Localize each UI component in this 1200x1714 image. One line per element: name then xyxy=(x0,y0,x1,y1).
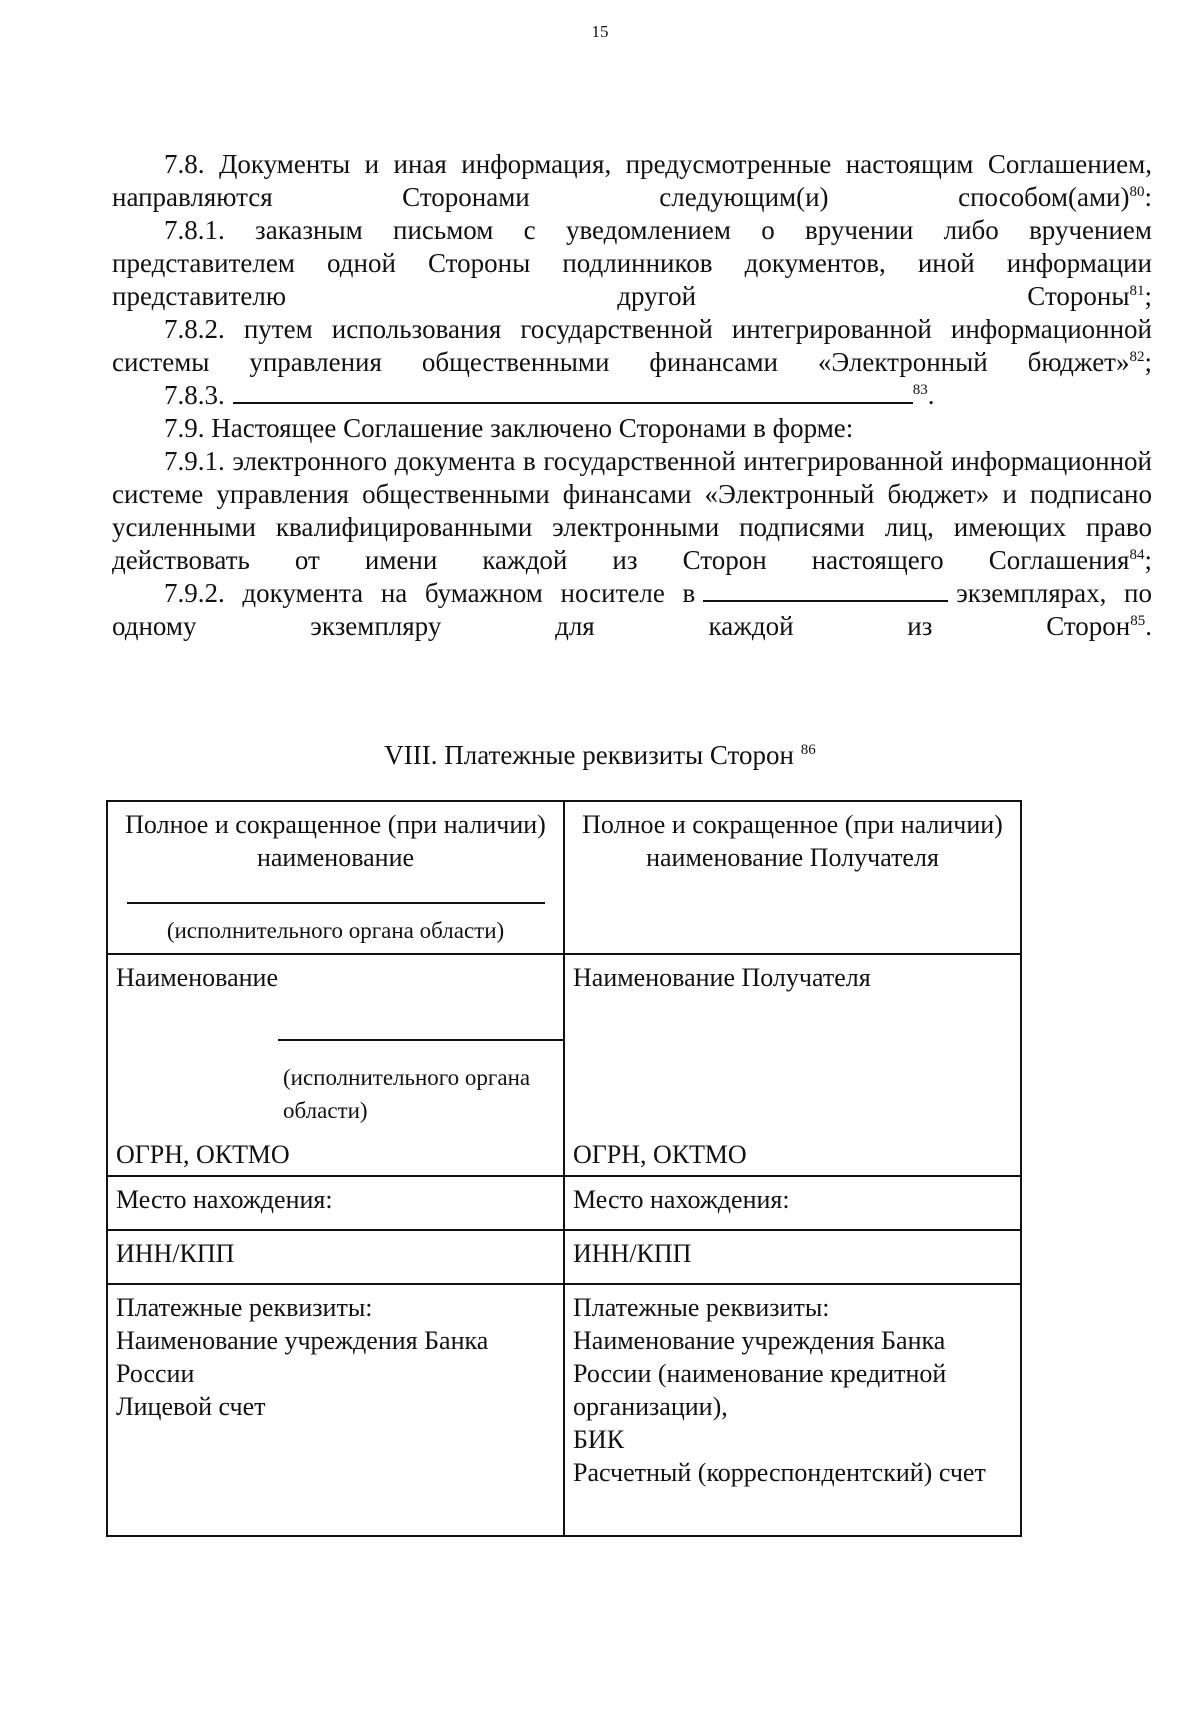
footnote-ref-83: 83 xyxy=(912,382,928,398)
payment-cell-authority xyxy=(107,1284,564,1536)
table-header-row xyxy=(107,801,1021,954)
payment-cell-recipient xyxy=(564,1284,1021,1536)
paragraph-7-9-1-text: 7.9.1. электронного документа в государственной интегрированной информационной системе управления общественными финансами «Электронный бюджет» и подписано усиленными квалифицированными электронными подписями лиц, имеющих право действовать от имени каждой из Сторон настоящего Соглашения xyxy=(112,446,1152,575)
header-cell-authority xyxy=(107,801,564,954)
payment-authority-line: Наименование учреждения Банка России xyxy=(116,1326,489,1388)
agreement-text xyxy=(112,148,1152,643)
table-row xyxy=(107,1176,1021,1230)
paragraph-7-8-end: : xyxy=(1144,182,1152,212)
recipient-name-label: Наименование Получателя xyxy=(573,963,871,992)
footnote-ref-84: 84 xyxy=(1129,547,1145,563)
footnote-ref-82: 82 xyxy=(1129,349,1145,365)
footnote-ref-86: 86 xyxy=(800,742,816,758)
paragraph-7-9-1-end: ; xyxy=(1144,545,1152,575)
paragraph-7-8-3 xyxy=(112,379,1152,412)
payment-recipient-line: БИК xyxy=(573,1425,625,1454)
header-authority-subtitle: (исполнительного органа области) xyxy=(166,918,505,943)
payment-details-table xyxy=(106,800,1022,1537)
section-title: VIII. Платежные реквизиты Сторон xyxy=(384,740,794,770)
location-cell-recipient: Место нахождения: xyxy=(564,1176,1021,1230)
footnote-ref-81: 81 xyxy=(1129,283,1145,299)
header-underline xyxy=(127,888,545,904)
paragraph-7-8-1 xyxy=(112,214,1152,313)
paragraph-7-8-text: 7.8. Документы и иная информация, предусмотренные настоящим Соглашением, направляются Сторонами следующим(и) способом(ами) xyxy=(112,149,1152,212)
paragraph-7-8-2-end: ; xyxy=(1144,347,1152,377)
paragraph-7-9-2-end: экземплярах, по одному экземпляру для каждой из Сторон xyxy=(112,578,1152,641)
header-recipient-title: Полное и сокращенное (при наличии) наименование Получателя xyxy=(582,810,1003,872)
payment-authority-line: Лицевой счет xyxy=(116,1392,266,1421)
location-cell-authority: Место нахождения: xyxy=(107,1176,564,1230)
name-cell-authority xyxy=(107,954,564,1176)
payment-authority-line: Платежные реквизиты: xyxy=(116,1293,373,1322)
footnote-ref-80: 80 xyxy=(1129,184,1145,200)
header-authority-title: Полное и сокращенное (при наличии) наименование xyxy=(125,810,546,872)
table-row xyxy=(107,954,1021,1176)
inn-cell-authority: ИНН/КПП xyxy=(107,1230,564,1284)
payment-recipient-line: Расчетный (корреспондентский) счет xyxy=(573,1458,986,1487)
paragraph-7-8-2-text: 7.8.2. путем использования государственной интегрированной информационной системы управления общественными финансами «Электронный бюджет» xyxy=(112,314,1152,377)
paragraph-7-9-1 xyxy=(112,445,1152,577)
payment-recipient-line: Платежные реквизиты: xyxy=(573,1293,830,1322)
footnote-ref-85: 85 xyxy=(1130,613,1146,629)
authority-name-underline xyxy=(278,1039,565,1041)
section-heading xyxy=(0,740,1200,771)
table-row xyxy=(107,1230,1021,1284)
page-number: 15 xyxy=(591,22,609,41)
paragraph-7-8-3-end: . xyxy=(927,380,935,410)
authority-name-label: Наименование xyxy=(116,963,278,992)
authority-ogrn-label: ОГРН, ОКТМО xyxy=(116,1140,290,1169)
payment-recipient-line: Наименование учреждения Банка России (наименование кредитной организации), xyxy=(573,1326,947,1421)
header-cell-recipient xyxy=(564,801,1021,954)
copies-blank-line xyxy=(703,578,948,602)
paragraph-7-9-2 xyxy=(112,577,1152,643)
paragraph-7-9: 7.9. Настоящее Соглашение заключено Сторонами в форме: xyxy=(164,413,854,443)
paragraph-7-8-1-text: 7.8.1. заказным письмом с уведомлением о вручении либо вручением представителем одной Стороны подлинников документов, иной информации представителю другой Стороны xyxy=(112,215,1152,311)
paragraph-7-8-3-text: 7.8.3. xyxy=(164,380,225,410)
authority-name-subtitle: (исполнительного органа области) xyxy=(283,1065,531,1123)
paragraph-7-8-2 xyxy=(112,313,1152,379)
fill-in-blank-line xyxy=(233,380,913,404)
name-cell-recipient xyxy=(564,954,1021,1176)
table-row xyxy=(107,1284,1021,1536)
inn-cell-recipient: ИНН/КПП xyxy=(564,1230,1021,1284)
paragraph-7-8 xyxy=(112,148,1152,214)
recipient-ogrn-label: ОГРН, ОКТМО xyxy=(573,1140,747,1169)
paragraph-7-8-1-end: ; xyxy=(1144,281,1152,311)
paragraph-7-9-2-final: . xyxy=(1145,611,1152,641)
paragraph-7-9-2-start: 7.9.2. документа на бумажном носителе в xyxy=(164,578,696,608)
